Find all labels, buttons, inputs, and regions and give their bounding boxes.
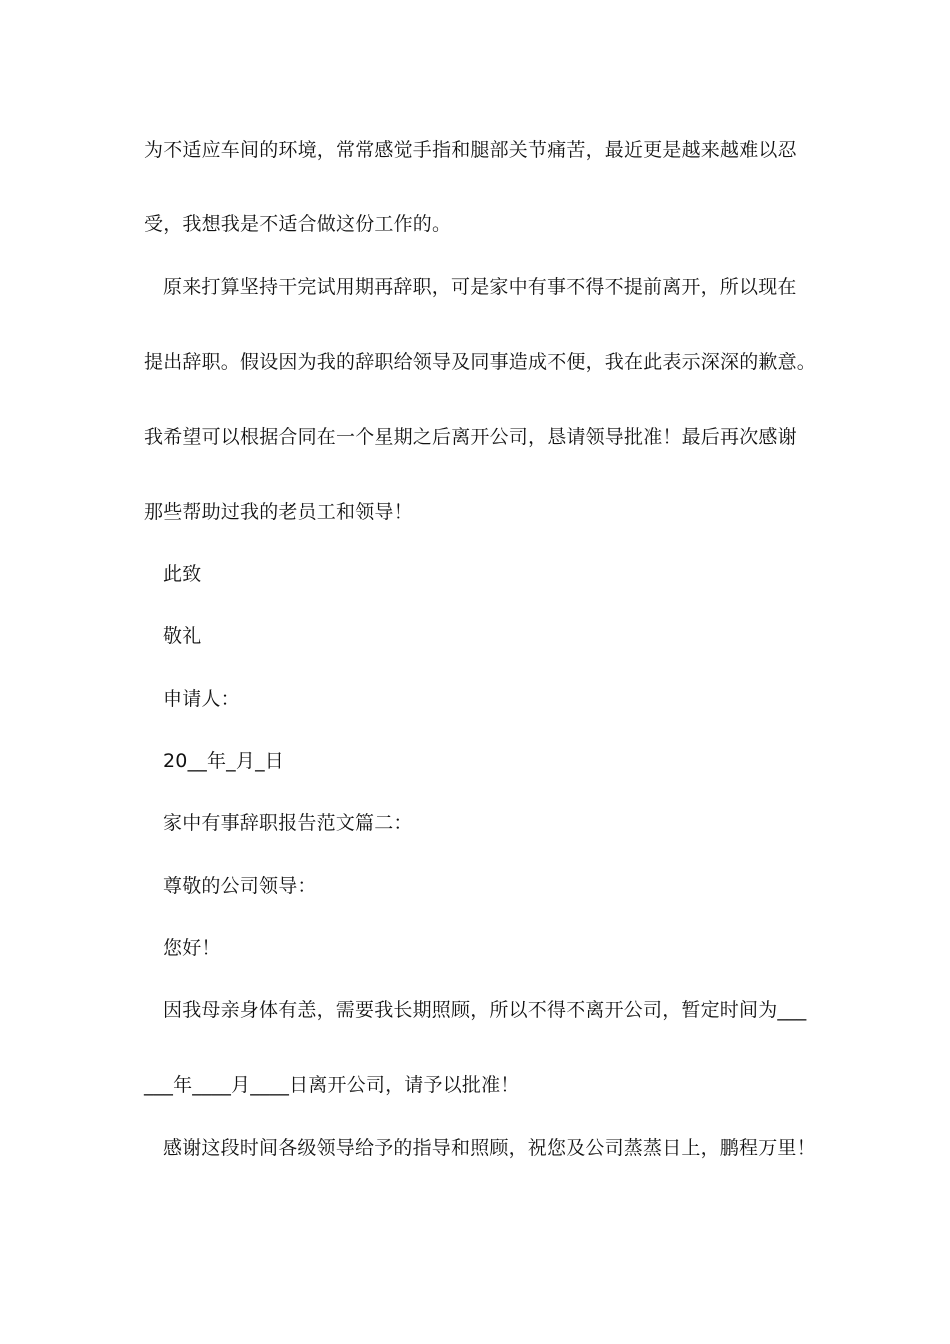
- section-heading: 家中有事辞职报告范文篇二：: [163, 812, 413, 834]
- greeting-hello: 您好！: [163, 937, 221, 959]
- text-line-2: 受，我想我是不适合做这份工作的。: [144, 213, 452, 235]
- text-line-14: 因我母亲身体有恙，需要我长期照顾，所以不得不离开公司，暂定时间为___: [163, 999, 807, 1021]
- closing-regards: 敬礼: [163, 625, 202, 647]
- date-line: 20__年_月_日: [163, 750, 284, 772]
- closing-salutation: 此致: [163, 563, 202, 585]
- text-line-15: ___年____月____日离开公司，请予以批准！: [144, 1074, 520, 1096]
- text-line-3: 原来打算坚持干完试用期再辞职，可是家中有事不得不提前离开，所以现在: [163, 276, 797, 298]
- text-line-4: 提出辞职。假设因为我的辞职给领导及同事造成不便，我在此表示深深的歉意。: [144, 351, 817, 373]
- applicant-label: 申请人：: [163, 688, 240, 710]
- text-line-16: 感谢这段时间各级领导给予的指导和照顾，祝您及公司蒸蒸日上，鹏程万里！: [163, 1137, 816, 1159]
- text-line-5: 我希望可以根据合同在一个星期之后离开公司，恳请领导批准！最后再次感谢: [144, 426, 797, 448]
- text-line-1: 为不适应车间的环境，常常感觉手指和腿部关节痛苦，最近更是越来越难以忍: [144, 139, 797, 161]
- text-line-6: 那些帮助过我的老员工和领导！: [144, 501, 413, 523]
- greeting-recipient: 尊敬的公司领导：: [163, 875, 317, 897]
